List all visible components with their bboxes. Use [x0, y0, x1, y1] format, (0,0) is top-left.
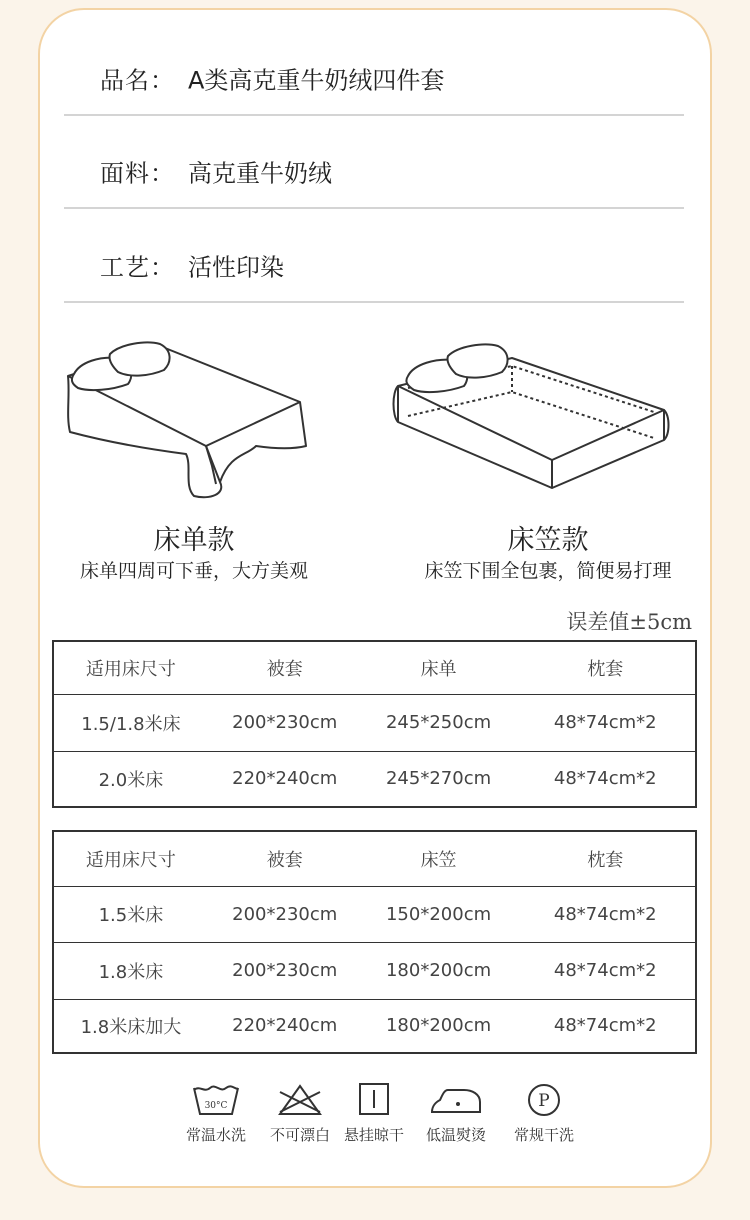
table-cell: 245*270cm [385, 768, 492, 790]
table-cell: 180*200cm [385, 1015, 492, 1037]
table-row [54, 942, 695, 999]
table-row [54, 751, 695, 806]
fitted-sheet-title: 床笠款 [507, 525, 589, 556]
table-header-cell: 适用床尺寸 [54, 642, 208, 694]
info-key: 面料： [100, 159, 175, 188]
table-cell: 200*230cm [208, 886, 362, 942]
info-key: 工艺： [100, 253, 175, 282]
dry-clean-icon [518, 1082, 570, 1118]
care-label: 常温水洗 [185, 1126, 246, 1144]
flat-sheet-title: 床单款 [153, 525, 235, 556]
low-iron-icon [426, 1082, 486, 1118]
table-header-row [54, 642, 695, 694]
no-bleach-icon [274, 1082, 326, 1118]
info-value: 高克重牛奶绒 [188, 159, 332, 188]
table-cell: 220*240cm [232, 1015, 338, 1037]
table-header-cell: 床单 [362, 642, 516, 694]
table-row [54, 999, 695, 1052]
care-label: 常规干洗 [513, 1126, 574, 1144]
table-cell: 220*240cm [232, 768, 338, 790]
care-label: 悬挂晾干 [343, 1126, 404, 1144]
table-cell: 1.8米床 [54, 942, 208, 999]
table-cell: 2.0米床 [98, 769, 164, 791]
table-cell: 48*74cm*2 [515, 942, 695, 999]
info-row-craft [64, 209, 684, 303]
table-cell: 1.5/1.8米床 [54, 694, 208, 751]
care-item-wash [171, 1082, 261, 1145]
care-label: 不可漂白 [269, 1126, 330, 1144]
size-table-fitted [52, 830, 697, 1054]
info-row-name [64, 22, 684, 116]
wash-temp-badge: 30°C [204, 1101, 228, 1111]
fitted-sheet-bed-icon [392, 336, 682, 496]
table-cell: 1.5米床 [54, 886, 208, 942]
dry-clean-badge: P [538, 1091, 550, 1111]
table-header-cell: 被套 [208, 642, 362, 694]
flat-sheet-bed-icon [60, 336, 320, 506]
care-item-iron [411, 1082, 501, 1145]
table-header-cell: 适用床尺寸 [54, 832, 208, 886]
table-cell: 200*230cm [208, 942, 362, 999]
table-cell: 245*250cm [362, 694, 516, 751]
table-header-cell: 枕套 [515, 642, 695, 694]
tolerance-note: 误差值±5cm [566, 610, 692, 634]
table-header-cell: 枕套 [515, 832, 695, 886]
table-cell: 180*200cm [362, 942, 516, 999]
wash-30-icon [190, 1082, 242, 1118]
table-header-cell: 床笠 [362, 832, 516, 886]
table-row [54, 694, 695, 751]
care-item-hang-dry [329, 1082, 419, 1145]
table-cell: 150*200cm [362, 886, 516, 942]
flat-sheet-desc: 床单四周可下垂，大方美观 [79, 560, 308, 582]
care-item-dry-clean [499, 1082, 589, 1145]
info-value: 活性印染 [188, 253, 284, 282]
table-cell: 48*74cm*2 [553, 1015, 657, 1037]
hang-dry-icon [348, 1082, 400, 1118]
care-label: 低温熨烫 [425, 1126, 486, 1144]
table-cell: 200*230cm [208, 694, 362, 751]
table-header-cell: 被套 [208, 832, 362, 886]
info-key: 品名： [100, 66, 175, 95]
table-cell: 48*74cm*2 [515, 886, 695, 942]
table-header-row [54, 832, 695, 886]
size-table-flat [52, 640, 697, 808]
table-row [54, 886, 695, 942]
info-row-fabric [64, 115, 684, 209]
table-cell: 48*74cm*2 [553, 768, 657, 790]
info-value: A类高克重牛奶绒四件套 [188, 66, 445, 95]
fitted-sheet-desc: 床笠下围全包裹，简便易打理 [424, 560, 672, 582]
table-cell: 1.8米床加大 [80, 1016, 182, 1038]
table-cell: 48*74cm*2 [515, 694, 695, 751]
